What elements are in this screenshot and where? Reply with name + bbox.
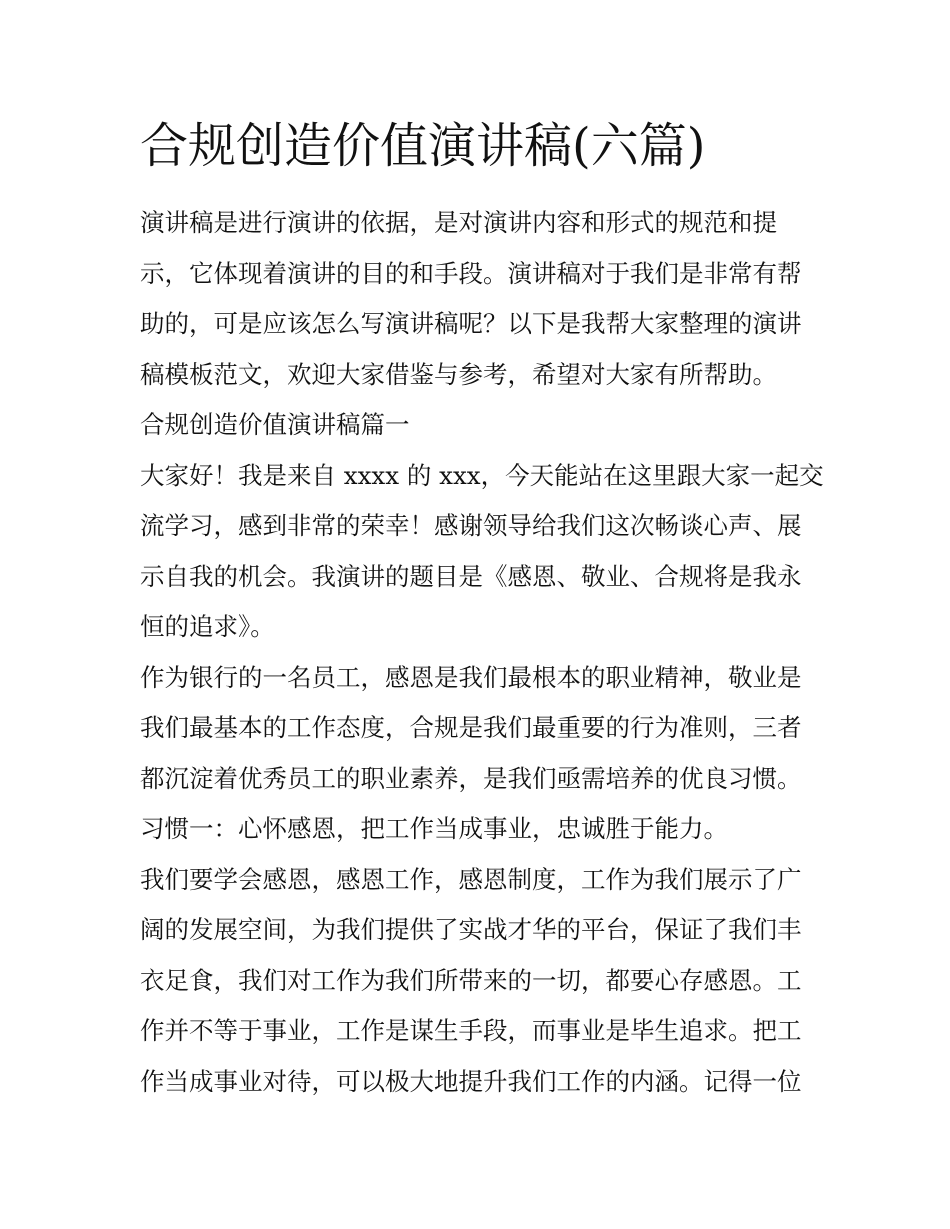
- body-line: 阔的发展空间，为我们提供了实战才华的平台，保证了我们丰: [140, 915, 802, 944]
- body-line: 习惯一：心怀感恩，把工作当成事业，忠诚胜于能力。: [140, 814, 728, 843]
- document-title: 合规创造价值演讲稿(六篇): [140, 118, 706, 174]
- body-line: 恒的追求》。: [140, 612, 275, 641]
- body-line: 我们最基本的工作态度，合规是我们最重要的行为准则，三者: [140, 713, 802, 742]
- body-line: 示，它体现着演讲的目的和手段。演讲稿对于我们是非常有帮: [140, 258, 802, 288]
- body-line: 演讲稿是进行演讲的依据，是对演讲内容和形式的规范和提: [140, 208, 777, 237]
- body-line: 都沉淀着优秀员工的职业素养，是我们亟需培养的优良习惯。: [140, 763, 802, 793]
- section-heading: 合规创造价值演讲稿篇一: [140, 410, 410, 439]
- document-body: [140, 198, 824, 1107]
- body-line: 作为银行的一名员工，感恩是我们最根本的职业精神，敬业是: [140, 662, 802, 692]
- body-line: 大家好！我是来自 xxxx 的 xxx，今天能站在这里跟大家一起交: [140, 460, 824, 490]
- body-line: 衣足食，我们对工作为我们所带来的一切，都要心存感恩。工: [140, 965, 802, 995]
- body-line: 示自我的机会。我演讲的题目是《感恩、敬业、合规将是我永: [140, 561, 802, 591]
- body-line: 作当成事业对待，可以极大地提升我们工作的内涵。记得一位: [140, 1066, 802, 1096]
- body-line: 作并不等于事业，工作是谋生手段，而事业是毕生追求。把工: [140, 1016, 802, 1045]
- body-line: 稿模板范文，欢迎大家借鉴与参考，希望对大家有所帮助。: [140, 359, 777, 389]
- body-line: 助的，可是应该怎么写演讲稿呢？以下是我帮大家整理的演讲: [140, 309, 802, 338]
- body-line: 流学习，感到非常的荣幸！感谢领导给我们这次畅谈心声、展: [140, 511, 802, 540]
- body-line: 我们要学会感恩，感恩工作，感恩制度，工作为我们展示了广: [140, 864, 802, 894]
